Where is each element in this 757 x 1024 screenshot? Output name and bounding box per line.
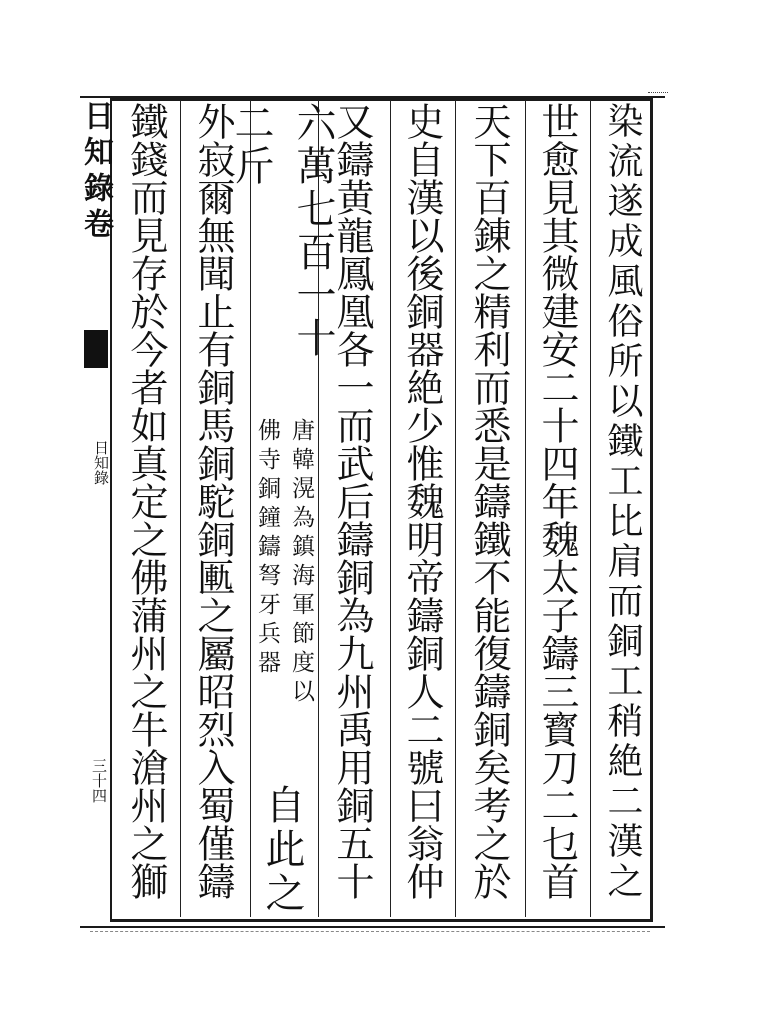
column-text-tail: 自此之 (259, 784, 305, 916)
margin-book-title (92, 440, 110, 485)
column-rule (180, 100, 181, 917)
fish-tail-mark (84, 330, 108, 368)
column-text: 又鑄黄龍鳳凰各一而武后鑄銅為九州禹用銅五十 (330, 102, 374, 900)
note-column-left (252, 418, 284, 683)
margin-title (78, 100, 113, 244)
column-rule (590, 100, 591, 917)
note-column-right (286, 418, 318, 712)
text-column-tail (252, 784, 312, 916)
margin-title-text: 日知錄卷 (78, 100, 113, 244)
margin-page-text: 三十四 (90, 758, 108, 803)
text-column (392, 102, 452, 900)
column-text: 史自漢以後銅器絶少惟魏明帝鑄銅人二號曰翁仲 (400, 102, 444, 900)
column-text: 外寂爾無聞止有銅馬銅駝銅匭之屬昭烈入蜀僅鑄 (191, 102, 235, 900)
column-text: 染流遂成風俗所以鐵工比肩而銅工稍絶二漢之 (602, 102, 643, 902)
column-text: 天下百錬之精利而悉是鑄鐵不能復鑄銅矣考之於 (467, 102, 511, 900)
note-text-left: 佛寺銅鐘鑄弩牙兵器 (254, 418, 280, 679)
bottom-border (80, 926, 665, 928)
note-text-right: 唐韓滉為鎮海軍節度以 (288, 418, 314, 708)
text-column (116, 102, 176, 900)
text-column (459, 102, 519, 900)
column-rule (455, 100, 456, 917)
column-text-main: 六萬七百一十二斤 (228, 102, 336, 360)
column-text: 世愈見其微建安二十四年魏太子鑄三寳刀二乜首 (535, 102, 579, 900)
text-column (592, 102, 652, 902)
column-text: 鐵錢而見存於今者如真定之佛蒲州之牛滄州之獅 (124, 102, 168, 900)
text-column (527, 102, 587, 900)
text-column (183, 102, 243, 900)
text-column (228, 102, 336, 402)
margin-page-number (88, 758, 110, 803)
bottom-dotted-rule (90, 931, 650, 932)
corner-mark (648, 92, 668, 93)
margin-book-text: 日知錄 (92, 440, 110, 485)
